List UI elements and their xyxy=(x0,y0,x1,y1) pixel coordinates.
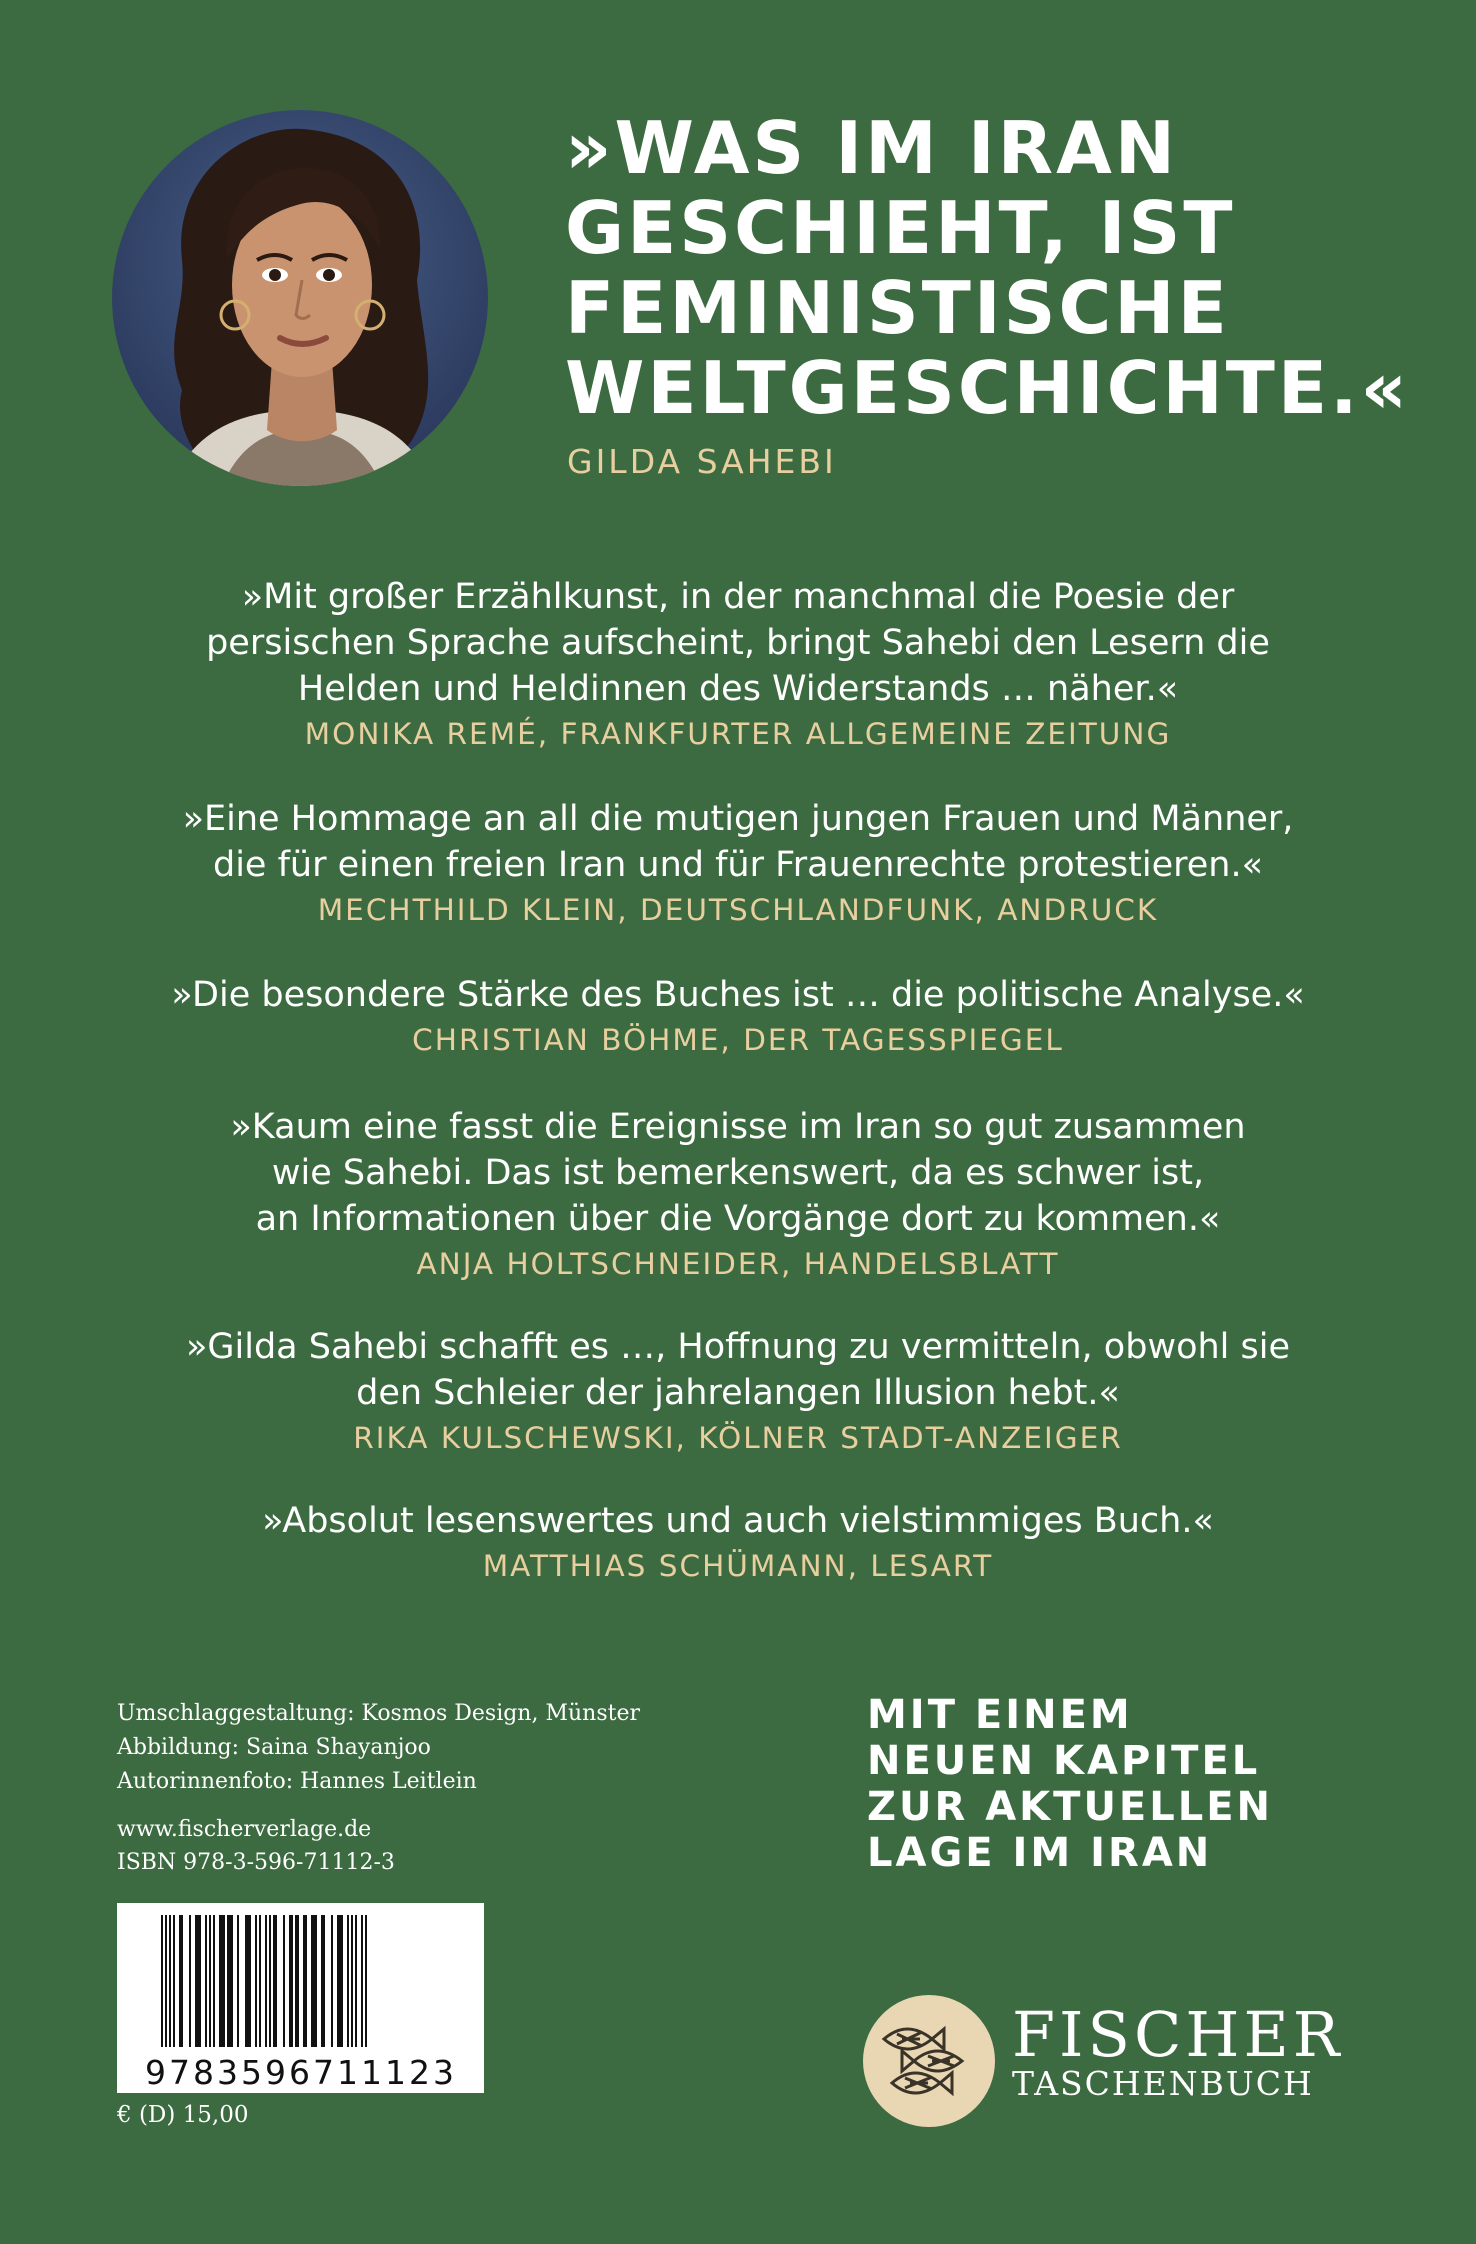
barcode-bar xyxy=(337,1915,343,2047)
credit-line: Autorinnenfoto: Hannes Leitlein xyxy=(117,1769,477,1794)
review-list xyxy=(0,574,1476,1586)
review-source: ANJA HOLTSCHNEIDER, HANDELSBLATT xyxy=(416,1247,1060,1281)
barcode-bar xyxy=(245,1915,251,2047)
review-quote-line: den Schleier der jahrelangen Illusion hebt.« xyxy=(356,1373,1120,1413)
barcode-bar xyxy=(269,1915,271,2047)
price-label: € (D) 15,00 xyxy=(117,2102,249,2128)
headline-line: GESCHIEHT, IST xyxy=(565,186,1236,270)
new-chapter-note xyxy=(867,1692,1273,1876)
barcode-bar xyxy=(165,1915,167,2047)
barcode-bar xyxy=(237,1915,239,2047)
headline-line: FEMINISTISCHE xyxy=(565,266,1230,350)
review-source: MATTHIAS SCHÜMANN, LESART xyxy=(482,1549,994,1583)
note-line: MIT EINEM xyxy=(867,1692,1133,1738)
review-source: MONIKA REMÉ, FRANKFURTER ALLGEMEINE ZEITUNG xyxy=(304,717,1172,751)
publisher-info xyxy=(117,1813,395,1879)
barcode-bar xyxy=(311,1915,317,2047)
barcode-bar xyxy=(289,1915,293,2047)
review-quote-line: »Die besondere Stärke des Buches ist … die politische Analyse.« xyxy=(171,975,1305,1015)
review-source: CHRISTIAN BÖHME, DER TAGESSPIEGEL xyxy=(412,1023,1064,1057)
publisher-name: FISCHER xyxy=(1012,1998,1344,2071)
publisher-wordmark xyxy=(1012,1998,1344,2103)
barcode-bar xyxy=(355,1915,357,2047)
barcode-bar xyxy=(259,1915,261,2047)
barcode-bar xyxy=(161,1915,163,2047)
barcode-bar xyxy=(295,1915,299,2047)
review-quote-line: die für einen freien Iran und für Frauenrechte protestieren.« xyxy=(212,845,1264,885)
headline-quote xyxy=(565,108,1410,428)
review-source: RIKA KULSCHEWSKI, KÖLNER STADT-ANZEIGER xyxy=(353,1421,1123,1455)
barcode-bar xyxy=(173,1915,175,2047)
note-line: ZUR AKTUELLEN xyxy=(867,1784,1274,1830)
barcode xyxy=(117,1903,484,2093)
barcode-bar xyxy=(283,1915,285,2047)
barcode-bar xyxy=(179,1915,183,2047)
review-item xyxy=(0,796,1476,930)
barcode-bar xyxy=(227,1915,233,2047)
barcode-number: 9783596711123 xyxy=(145,2053,457,2092)
barcode-bar xyxy=(209,1915,211,2047)
barcode-bar xyxy=(219,1915,225,2047)
review-quote xyxy=(0,972,1476,1018)
barcode-bar xyxy=(347,1915,349,2047)
note-line: NEUEN KAPITEL xyxy=(867,1738,1261,1784)
headline-attribution: GILDA SAHEBI xyxy=(567,442,837,481)
barcode-bar xyxy=(303,1915,307,2047)
barcode-bar xyxy=(321,1915,325,2047)
review-quote-line: an Informationen über die Vorgänge dort zu kommen.« xyxy=(255,1199,1221,1239)
review-quote xyxy=(0,796,1476,888)
barcode-bar xyxy=(365,1915,367,2047)
note-line: LAGE IM IRAN xyxy=(867,1830,1213,1876)
review-source: MECHTHILD KLEIN, DEUTSCHLANDFUNK, ANDRUCK xyxy=(317,893,1159,927)
review-quote-line: »Kaum eine fasst die Ereignisse im Iran so gut zusammen xyxy=(230,1107,1246,1147)
review-quote xyxy=(0,1498,1476,1544)
publisher-imprint: TASCHENBUCH xyxy=(1012,2064,1314,2103)
barcode-bar xyxy=(195,1915,201,2047)
review-item xyxy=(0,1324,1476,1458)
review-item xyxy=(0,1104,1476,1284)
barcode-bar xyxy=(255,1915,257,2047)
barcode-bar xyxy=(361,1915,363,2047)
review-quote-line: persischen Sprache aufscheint, bringt Sahebi den Lesern die xyxy=(206,623,1270,663)
barcode-bar xyxy=(273,1915,277,2047)
cover-credits xyxy=(117,1697,640,1799)
barcode-bar xyxy=(169,1915,171,2047)
isbn-text: ISBN 978-3-596-71112-3 xyxy=(117,1850,395,1875)
review-quote-line: »Gilda Sahebi schafft es …, Hoffnung zu vermitteln, obwohl sie xyxy=(185,1327,1291,1367)
credit-line: Abbildung: Saina Shayanjoo xyxy=(117,1735,431,1760)
review-quote xyxy=(0,1324,1476,1416)
review-quote-line: »Mit großer Erzählkunst, in der manchmal die Poesie der xyxy=(241,577,1235,617)
review-quote-line: »Eine Hommage an all die mutigen jungen Frauen und Männer, xyxy=(182,799,1294,839)
review-quote-line: wie Sahebi. Das ist bemerkenswert, da es schwer ist, xyxy=(271,1153,1205,1193)
review-quote xyxy=(0,1104,1476,1242)
barcode-bar xyxy=(265,1915,267,2047)
review-item xyxy=(0,574,1476,754)
review-item xyxy=(0,1498,1476,1586)
author-photo xyxy=(112,110,488,486)
fischer-fish-logo-icon xyxy=(862,1994,996,2128)
review-quote xyxy=(0,574,1476,712)
barcode-bar xyxy=(351,1915,353,2047)
review-quote-line: »Absolut lesenswertes und auch vielstimmiges Buch.« xyxy=(262,1501,1214,1541)
barcode-bar xyxy=(205,1915,207,2047)
headline-line: »WAS IM IRAN xyxy=(565,106,1179,190)
review-item xyxy=(0,972,1476,1060)
website-url: www.fischerverlage.de xyxy=(117,1817,372,1842)
review-quote-line: Helden und Heldinnen des Widerstands … näher.« xyxy=(297,669,1179,709)
barcode-bar xyxy=(189,1915,191,2047)
barcode-bar xyxy=(213,1915,215,2047)
headline-line: WELTGESCHICHTE.« xyxy=(565,346,1410,430)
barcode-bar xyxy=(331,1915,333,2047)
credit-line: Umschlaggestaltung: Kosmos Design, Münster xyxy=(117,1701,640,1726)
